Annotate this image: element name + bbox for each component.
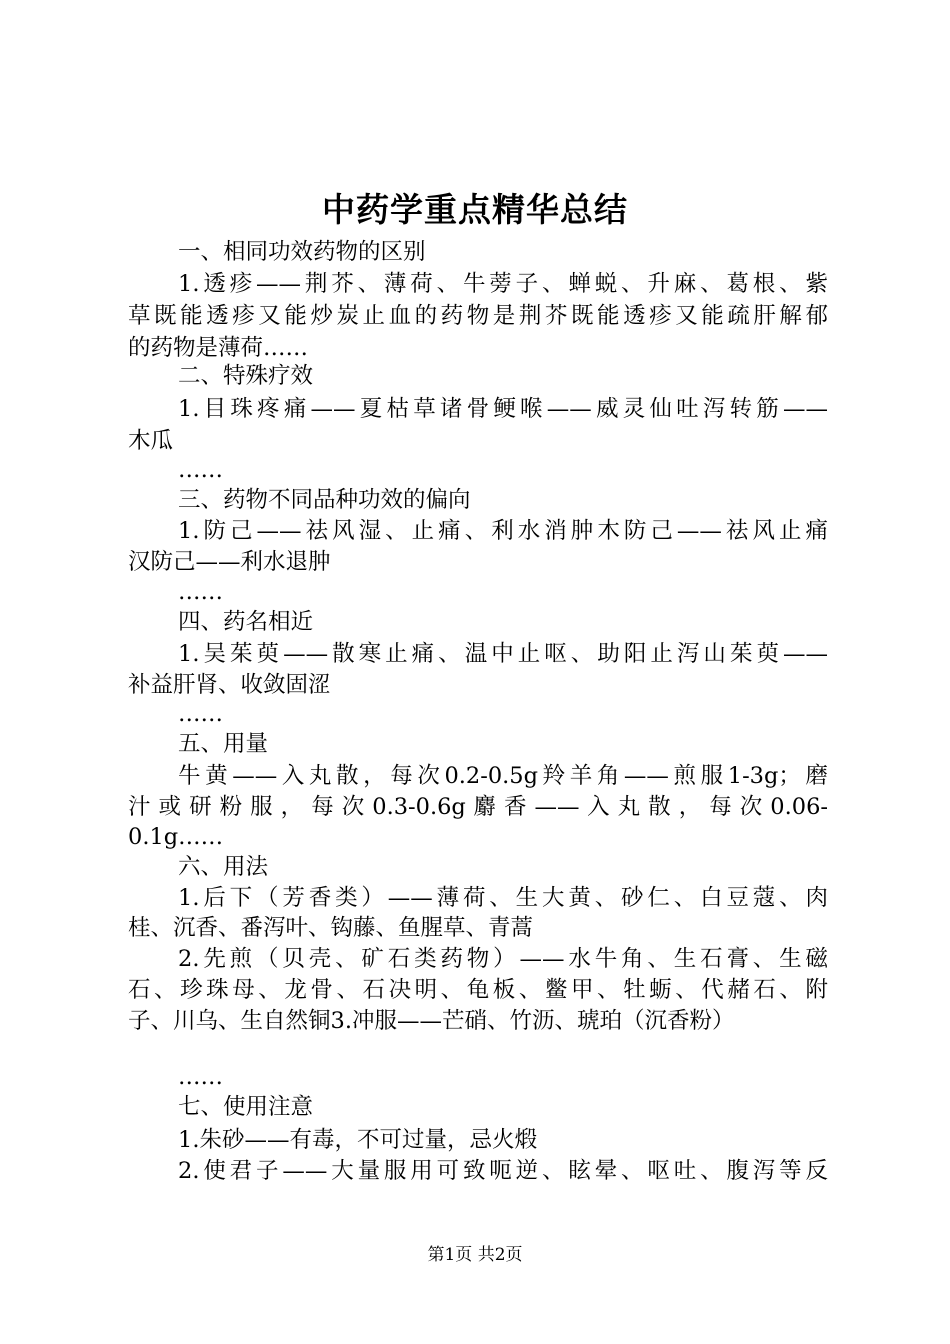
paragraph-line: 1.后下（芳香类）——薄荷、生大黄、砂仁、白豆蔻、肉 bbox=[178, 885, 828, 911]
paragraph-line: 1.吴茱萸——散寒止痛、温中止呕、助阳止泻山茱萸—— bbox=[178, 641, 828, 667]
paragraph-line: 石、珍珠母、龙骨、石决明、龟板、鳖甲、牡蛎、代赭石、附 bbox=[128, 977, 828, 1003]
paragraph-line: 1.目珠疼痛——夏枯草诸骨鲠喉——威灵仙吐泻转筋—— bbox=[178, 396, 828, 422]
paragraph-line: 牛黄——入丸散，每次0.2-0.5g羚羊角——煎服1-3g；磨 bbox=[178, 763, 828, 789]
section-heading-3: 三、药物不同品种功效的偏向 bbox=[178, 487, 471, 513]
page-footer: 第1页 共2页 bbox=[427, 1245, 523, 1265]
section-heading-5: 五、用量 bbox=[178, 731, 269, 757]
paragraph-line: 1.朱砂——有毒，不可过量，忌火煅 bbox=[178, 1127, 537, 1153]
ellipsis-line: …… bbox=[178, 1064, 223, 1090]
ellipsis-line: …… bbox=[178, 701, 223, 727]
paragraph-line: 1.防己——祛风湿、止痛、利水消肿木防己——祛风止痛 bbox=[178, 518, 828, 544]
paragraph-line: 2.使君子——大量服用可致呃逆、眩晕、呕吐、腹泻等反 bbox=[178, 1158, 828, 1184]
paragraph-line: 汉防己——利水退肿 bbox=[128, 549, 331, 575]
paragraph-line: 木瓜 bbox=[128, 428, 174, 454]
section-heading-7: 七、使用注意 bbox=[178, 1094, 314, 1120]
section-heading-4: 四、药名相近 bbox=[178, 609, 314, 635]
section-heading-1: 一、相同功效药物的区别 bbox=[178, 239, 426, 265]
paragraph-line: 子、川乌、生自然铜3.冲服——芒硝、竹沥、琥珀（沉香粉） bbox=[128, 1008, 735, 1034]
section-heading-2: 二、特殊疗效 bbox=[178, 363, 314, 389]
paragraph-line: 0.1g…… bbox=[128, 824, 224, 850]
paragraph-line: 汁 或 研 粉 服 ， 每 次 0.3-0.6g 麝 香 —— 入 丸 散 ， 每 次 0.06- bbox=[128, 794, 828, 820]
paragraph-line: 2.先煎（贝壳、矿石类药物）——水牛角、生石膏、生磁 bbox=[178, 946, 828, 972]
paragraph-line: 草既能透疹又能炒炭止血的药物是荆芥既能透疹又能疏肝解郁 bbox=[128, 303, 828, 329]
paragraph-line: 补益肝肾、收敛固涩 bbox=[128, 672, 331, 698]
ellipsis-line: …… bbox=[178, 579, 223, 605]
paragraph-line: 桂、沉香、番泻叶、钩藤、鱼腥草、青蒿 bbox=[128, 915, 534, 941]
paragraph-line: 的药物是薄荷…… bbox=[128, 335, 309, 361]
section-heading-6: 六、用法 bbox=[178, 854, 269, 880]
ellipsis-line: …… bbox=[178, 457, 223, 483]
paragraph-line: 1.透疹——荆芥、薄荷、牛蒡子、蝉蜕、升麻、葛根、紫 bbox=[178, 271, 828, 297]
document-title: 中药学重点精华总结 bbox=[322, 190, 628, 229]
